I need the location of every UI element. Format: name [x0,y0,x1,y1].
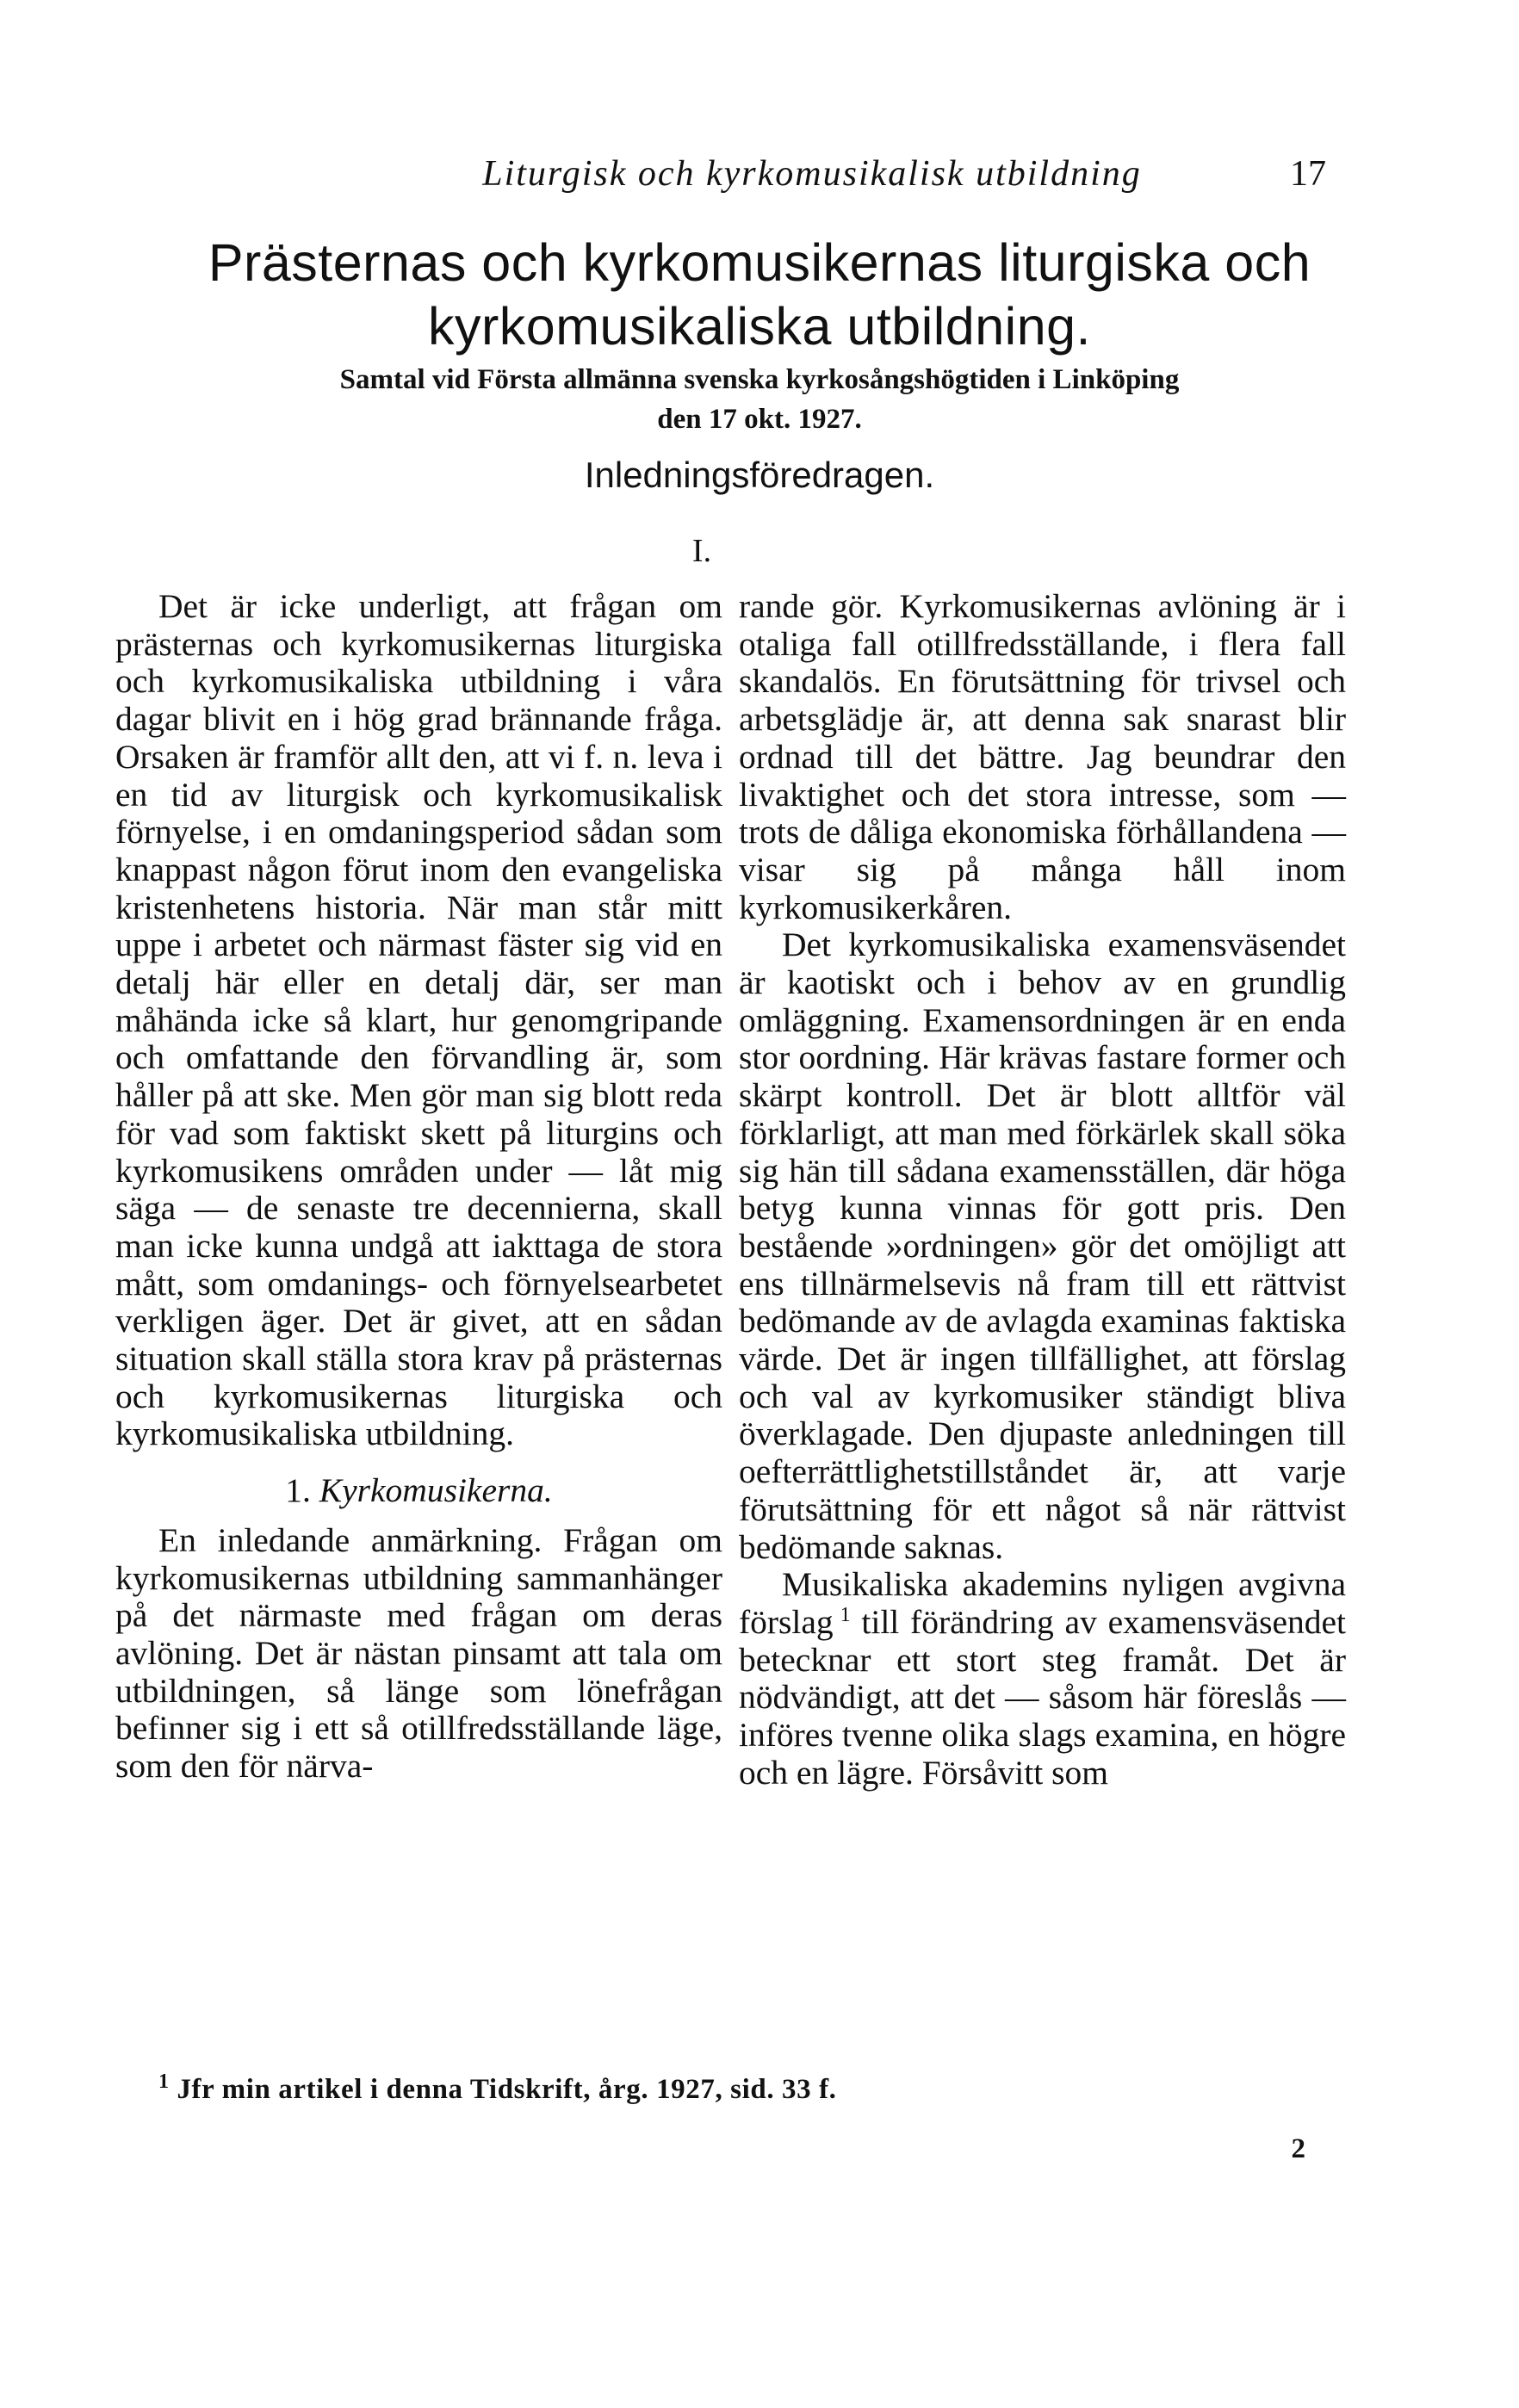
right-column [739,588,1346,1792]
section-title: Inledningsföredragen. [584,455,935,495]
part-numeral: I. [691,533,712,569]
article-title-line-1: Prästernas och kyrkomusikernas liturgiska och [208,233,1311,292]
right-paragraph-2: Det kyrkomusikaliska examensväsendet är kaotiskt och i behov av en grundlig omläggning. Examensordningen är en enda stor oordning. Här krävas fastare former och skärpt kontroll. Det är blott alltför väl förklarligt, att man med förkärlek skall söka sig hän till sådana examensställen, där höga betyg kunna vinnas för gott pris. Den bestående »ordningen» gör det omöjligt att ens tillnärmelsevis nå fram till ett rättvist bedömande av de avlagda examinas faktiska värde. Det är ingen tillfällighet, att förslag och val av kyrkomusiker ständigt bliva överklagade. Den djupaste anledningen till oefterrättlighetstillståndet är, att varje förutsättning för ett något så när rättvist bedömande saknas. [739,925,1346,1566]
footnote [158,2071,1278,2106]
left-paragraph-2: En inledande anmärkning. Frågan om kyrkomusikernas utbildning sammanhänger på det närmaste med frågan om deras avlöning. Det är nästan pinsamt att tala om utbildningen, så länge som lönefrågan befinner sig i ett så otillfredsställande läge, som den för närva- [115,1520,722,1786]
article-subtitle-line-1: Samtal vid Första allmänna svenska kyrkosångshögtiden i Linköping [339,364,1180,395]
article-title-line-2: kyrkomusikaliska utbildning. [427,297,1092,356]
right-paragraph-1: rande gör. Kyrkomusikernas avlöning är i otaliga fall otillfredsställande, i flera fall skandalös. En förutsättning för trivsel och arbetsglädje är, att denna sak snarast blir ordnad till det bättre. Jag beundrar den livaktighet och det stora intresse, som — trots de dåliga ekonomiska förhållandena — visar sig på många håll inom kyrkomusikerkåren. [739,587,1346,926]
subheading [115,1472,722,1510]
right-paragraph-3-start: Musikaliska akademins nyligen avgivna förslag [739,1565,1346,1641]
page-number: 17 [1290,154,1326,194]
article-subtitle-line-2: den 17 okt. 1927. [657,404,862,435]
article-title [103,231,1416,358]
footnote-text: Jfr min artikel i denna Tidskrift, årg. 1927, sid. 33 f. [169,2074,837,2105]
article-subtitle [181,360,1338,439]
subheading-number: 1. [285,1471,311,1510]
footnote-reference: 1 [840,1603,851,1626]
running-head: Liturgisk och kyrkomusikalisk utbildning [482,154,1142,194]
subheading-text: Kyrkomusikerna. [319,1471,553,1510]
right-paragraph-3 [739,1566,1346,1792]
sheet-signature: 2 [1291,2133,1305,2164]
footnote-marker: 1 [158,2071,170,2093]
left-paragraph-1: Det är icke underligt, att frågan om prästernas och kyrkomusikernas liturgiska och kyrkomusikaliska utbildning i våra dagar blivit en i hög grad brännande fråga. Orsaken är framför allt den, att vi f. n. leva i en tid av liturgisk och kyrkomusikalisk förnyelse, i en omdaningsperiod sådan som knappast någon förut inom den evangeliska kristenhetens historia. När man står mitt uppe i arbetet och närmast fäster sig vid en detalj här eller en detalj där, ser man måhända icke så klart, hur genomgripande och omfattande den förvandling är, som håller på att ske. Men gör man sig blott reda för vad som faktiskt skett på liturgins och kyrkomusikens områden under — låt mig säga — de senaste tre decennierna, skall man icke kunna undgå att iakttaga de stora mått, som omdanings- och förnyelsearbetet verkligen äger. Det är givet, att en sådan situation skall ställa stora krav på prästernas och kyrkomusikernas liturgiska och kyrkomusikaliska utbildning. [115,587,722,1453]
right-paragraph-3-end: till förändring av examensväsendet betecknar ett stort steg framåt. Det är nödvändigt, att det — såsom här föreslås — införes tvenne olika slags examina, en högre och en lägre. Försåvitt som [739,1602,1346,1792]
left-column [115,588,722,1786]
